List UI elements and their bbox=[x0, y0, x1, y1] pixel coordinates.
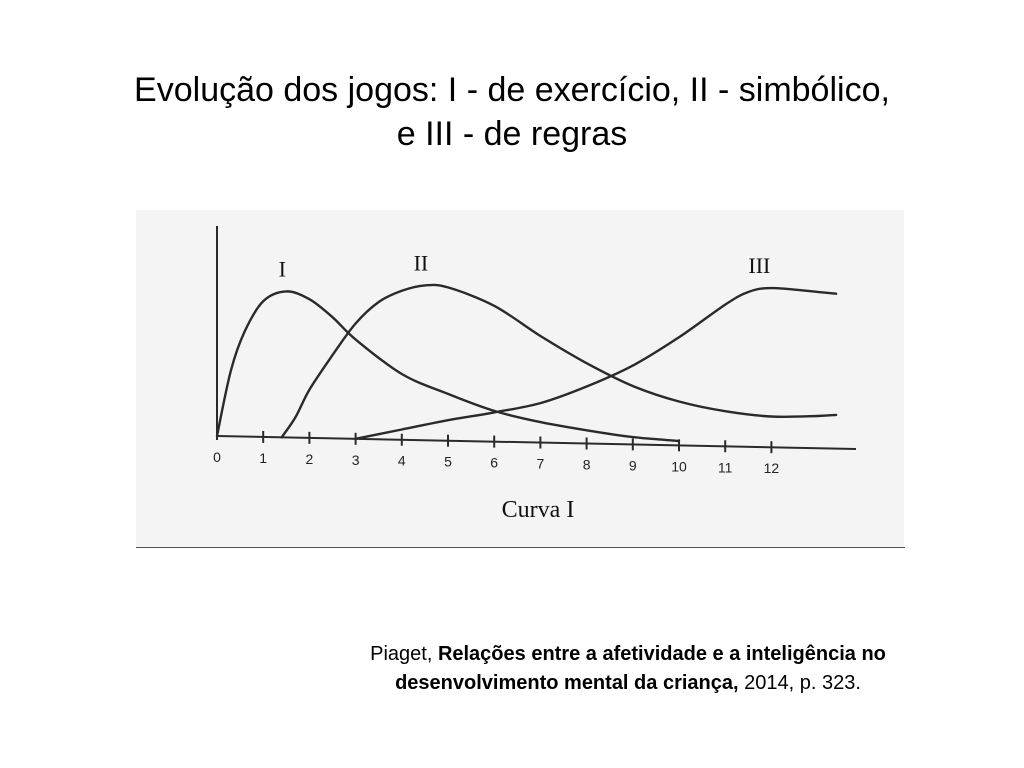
reference-details: 2014, p. 323. bbox=[744, 672, 861, 694]
slide-title-line-1: Evolução dos jogos: I - de exercício, II - simbólico, bbox=[134, 71, 890, 109]
series-label-i: I bbox=[278, 256, 286, 282]
x-tick-label-3: 3 bbox=[351, 451, 360, 468]
x-tick-label-7: 7 bbox=[536, 455, 545, 472]
chart-figure bbox=[136, 210, 904, 548]
slide-title-line-2: e III - de regras bbox=[396, 115, 628, 153]
series-label-iii: III bbox=[748, 253, 771, 279]
x-tick-label-10: 10 bbox=[671, 458, 687, 475]
x-tick-label-6: 6 bbox=[490, 454, 499, 471]
reference-citation bbox=[300, 640, 956, 698]
reference-work-title-2: desenvolvimento mental da criança, bbox=[395, 672, 739, 694]
chart-svg bbox=[136, 210, 904, 548]
x-tick-label-5: 5 bbox=[444, 453, 452, 470]
reference-author: Piaget, bbox=[370, 643, 433, 665]
x-tick-label-0: 0 bbox=[213, 449, 221, 465]
x-tick-label-1: 1 bbox=[259, 449, 268, 466]
x-tick-label-9: 9 bbox=[628, 457, 637, 474]
x-tick-label-2: 2 bbox=[305, 450, 314, 467]
chart-caption: Curva I bbox=[501, 497, 575, 523]
series-label-ii: II bbox=[413, 250, 429, 276]
x-tick-label-4: 4 bbox=[397, 452, 406, 469]
divider-rule bbox=[136, 547, 905, 548]
x-tick-label-12: 12 bbox=[763, 460, 780, 477]
x-tick-label-11: 11 bbox=[717, 459, 733, 476]
x-tick-label-8: 8 bbox=[582, 456, 591, 473]
slide-title bbox=[60, 68, 964, 156]
reference-work-title-1: Relações entre a afetividade e a inteligência no bbox=[437, 643, 886, 665]
